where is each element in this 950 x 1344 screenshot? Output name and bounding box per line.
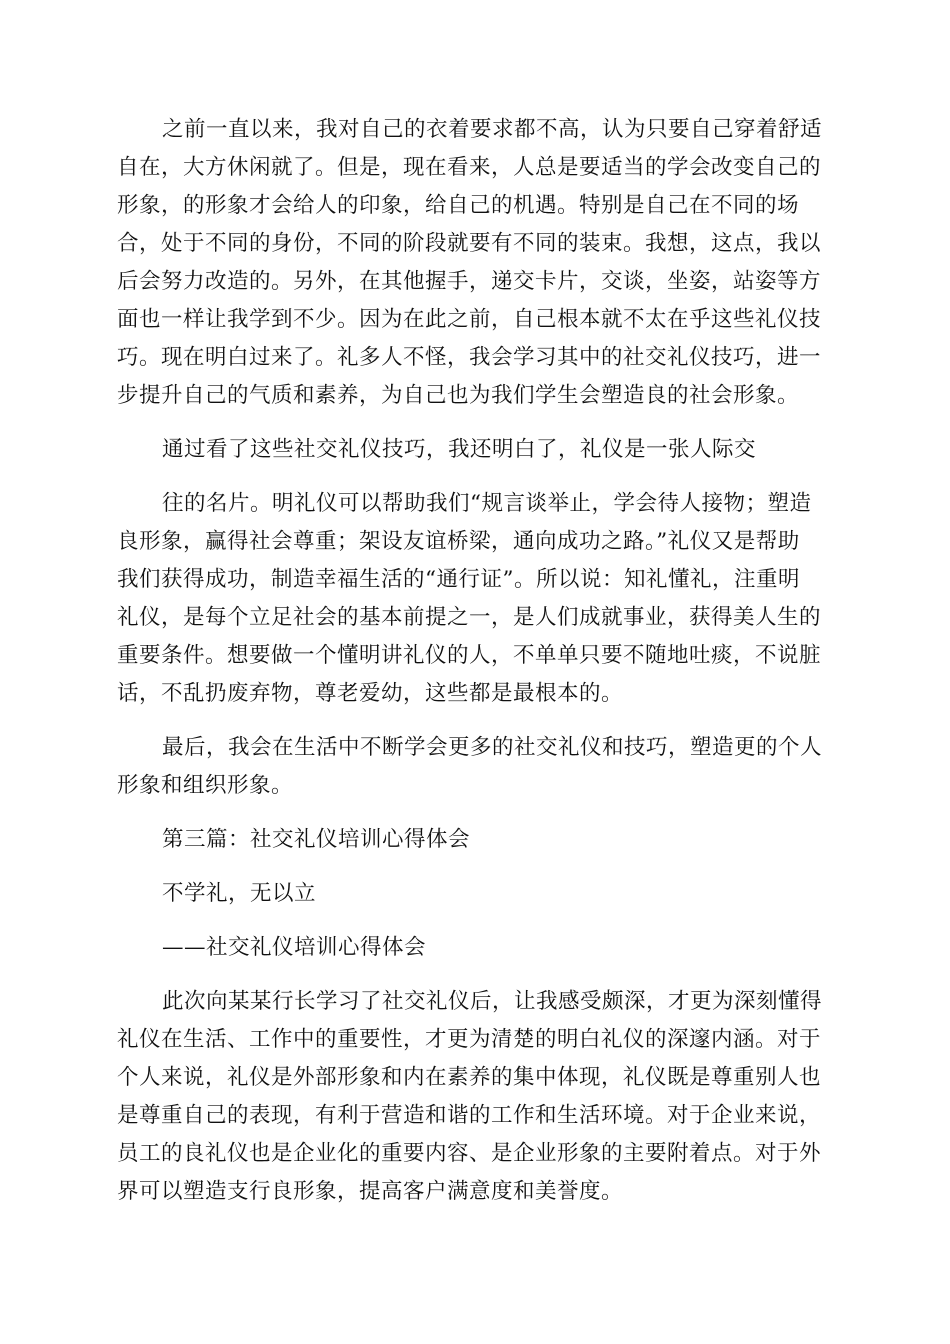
paragraph-line: 自在，大方休闲就了。但是，现在看来，人总是要适当的学会改变自己的 [117,155,822,180]
paragraph-line: 良形象，赢得社会尊重；架设友谊桥梁，通向成功之路。”礼仪又是帮助 [117,529,800,554]
paragraph-line: 话，不乱扔废弃物，尊老爱幼，这些都是最根本的。 [117,681,624,706]
paragraph-line: 往的名片。明礼仪可以帮助我们“规言谈举止，学会待人接物；塑造 [162,491,812,516]
paragraph-line: 面也一样让我学到不少。因为在此之前，自己根本就不太在乎这些礼仪技 [117,307,822,332]
paragraph-line: 个人来说，礼仪是外部形象和内在素养的集中体现，礼仪既是尊重别人也 [117,1065,822,1090]
paragraph-line: 礼仪，是每个立足社会的基本前提之一，是人们成就事业，获得美人生的 [117,605,822,630]
paragraph-line: 是尊重自己的表现，有利于营造和谐的工作和生活环境。对于企业来说， [117,1103,822,1128]
paragraph-line: 我们获得成功，制造幸福生活的“通行证”。所以说：知礼懂礼，注重明 [117,567,800,592]
paragraph-line: 后会努力改造的。另外，在其他握手，递交卡片，交谈，坐姿，站姿等方 [117,269,822,294]
paragraph-line: 礼仪在生活、工作中的重要性，才更为清楚的明白礼仪的深邃内涵。对于 [117,1027,822,1052]
section-subtitle: 不学礼，无以立 [162,881,317,906]
section-heading: 第三篇：社交礼仪培训心得体会 [162,827,471,852]
paragraph-line: 形象和组织形象。 [117,773,294,798]
paragraph-line: 之前一直以来，我对自己的衣着要求都不高，认为只要自己穿着舒适 [162,117,823,142]
paragraph-line: 通过看了这些社交礼仪技巧，我还明白了，礼仪是一张人际交 [162,437,757,462]
paragraph-line: 巧。现在明白过来了。礼多人不怪，我会学习其中的社交礼仪技巧，进一 [117,345,822,370]
paragraph-line: 重要条件。想要做一个懂明讲礼仪的人，不单单只要不随地吐痰，不说脏 [117,643,822,668]
paragraph-line: 最后，我会在生活中不断学会更多的社交礼仪和技巧，塑造更的个人 [162,735,823,760]
section-subtitle: ——社交礼仪培训心得体会 [162,935,427,960]
paragraph-line: 步提升自己的气质和素养，为自己也为我们学生会塑造良的社会形象。 [117,383,800,408]
paragraph-line: 此次向某某行长学习了社交礼仪后，让我感受颇深，才更为深刻懂得 [162,989,823,1014]
paragraph-line: 界可以塑造支行良形象，提高客户满意度和美誉度。 [117,1179,624,1204]
paragraph-line: 员工的良礼仪也是企业化的重要内容、是企业形象的主要附着点。对于外 [117,1141,822,1166]
paragraph-line: 形象，的形象才会给人的印象，给自己的机遇。特别是自己在不同的场 [117,193,800,218]
paragraph-line: 合，处于不同的身份，不同的阶段就要有不同的装束。我想，这点，我以 [117,231,822,256]
